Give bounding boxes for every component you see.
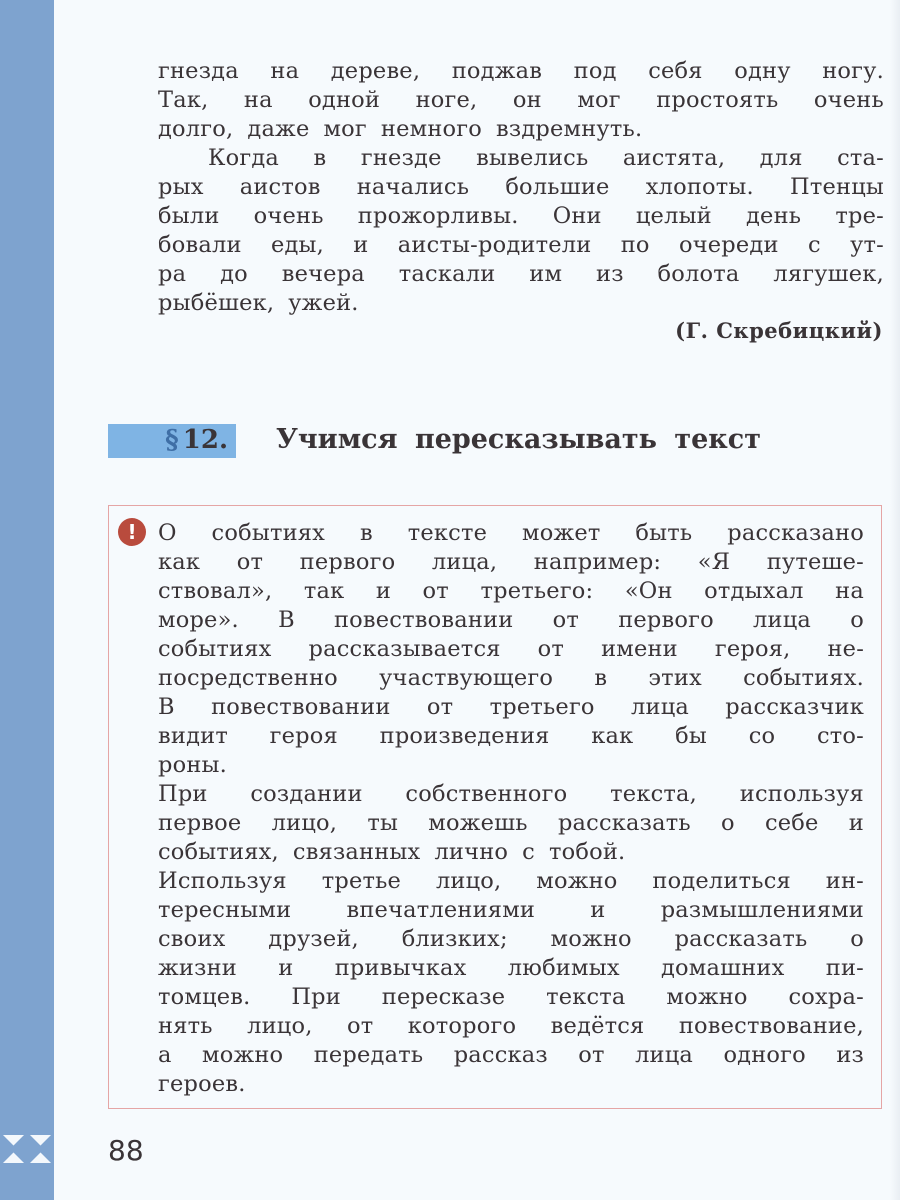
word: лягушек, <box>773 261 884 287</box>
rule-line <box>158 1070 864 1099</box>
word: друзей, <box>268 926 359 952</box>
story-line <box>158 57 884 86</box>
word: ра <box>158 261 187 287</box>
word: поделиться <box>652 868 791 894</box>
word: немного <box>380 116 483 142</box>
word: с <box>522 839 535 865</box>
word: хлопоты. <box>645 174 754 200</box>
rule-text <box>158 519 864 1099</box>
word: тре- <box>835 203 884 229</box>
word: посредственно <box>158 665 338 691</box>
word: может <box>522 520 601 546</box>
word: впечатлениями <box>346 897 536 923</box>
word: третьего: <box>480 578 594 604</box>
word: видит <box>158 723 228 749</box>
story-line <box>158 260 884 289</box>
word: и <box>278 955 294 981</box>
word: можно <box>536 868 618 894</box>
word: от <box>537 636 565 662</box>
word: от <box>552 607 580 633</box>
story-line <box>158 144 884 173</box>
word: большие <box>505 174 610 200</box>
word: размышлениями <box>660 897 864 923</box>
word: на <box>243 87 273 113</box>
word: а <box>158 1042 172 1068</box>
rule-line <box>158 664 864 693</box>
word: так <box>303 578 345 604</box>
rule-line <box>158 809 864 838</box>
word: на <box>835 578 864 604</box>
story-line <box>158 86 884 115</box>
section-title: Учимся пересказывать текст <box>276 424 761 455</box>
rule-line <box>158 519 864 548</box>
word: событиях <box>158 636 272 662</box>
word: даже <box>247 116 310 142</box>
word: с <box>807 232 821 258</box>
word: одной <box>308 87 381 113</box>
word: можешь <box>428 810 528 836</box>
word: лицо, <box>247 1013 313 1039</box>
word: имени <box>601 636 678 662</box>
word: себя <box>648 58 703 84</box>
word: со <box>748 723 776 749</box>
rule-line <box>158 693 864 722</box>
section-badge <box>108 424 236 458</box>
word: например: <box>533 549 662 575</box>
word: от <box>578 1042 605 1068</box>
rule-line <box>158 896 864 925</box>
word: дереве, <box>330 58 421 84</box>
word: любимых <box>507 955 620 981</box>
word: лично <box>434 839 509 865</box>
word: ста- <box>837 145 884 171</box>
word: по <box>620 232 650 258</box>
diamond-ornament-icon <box>37 1135 54 1163</box>
word: он <box>512 87 542 113</box>
word: произведения <box>379 723 550 749</box>
word: на <box>270 58 300 84</box>
word: о <box>721 810 735 836</box>
rule-line <box>158 635 864 664</box>
word: «Я <box>697 549 731 575</box>
word: очень <box>813 87 884 113</box>
word: первого <box>618 607 714 633</box>
word: пи- <box>825 955 864 981</box>
word: начались <box>356 174 470 200</box>
word: рассказать <box>674 926 808 952</box>
word: В <box>158 694 175 720</box>
rule-line <box>158 838 864 867</box>
word: в <box>359 520 373 546</box>
word: долго, <box>158 116 234 142</box>
word: рых <box>158 174 204 200</box>
word: поджав <box>451 58 543 84</box>
word: аистята, <box>622 145 726 171</box>
word: как <box>158 549 201 575</box>
word: создании <box>250 781 363 807</box>
word: лица <box>635 1042 694 1068</box>
story-attribution: (Г. Скребицкий) <box>675 318 883 343</box>
word: море». <box>158 607 239 633</box>
word: пересказе <box>381 984 506 1010</box>
word: не- <box>827 636 864 662</box>
rule-line <box>158 1041 864 1070</box>
word: можно <box>202 1042 284 1068</box>
word: и <box>353 232 369 258</box>
word: вздремнуть. <box>496 116 643 142</box>
word: вывелись <box>476 145 589 171</box>
word: связанных <box>292 839 421 865</box>
word: бы <box>675 723 707 749</box>
story-line <box>158 173 884 202</box>
word: таскали <box>398 261 496 287</box>
word: были <box>158 203 220 229</box>
word: текста, <box>610 781 697 807</box>
word: героя, <box>714 636 791 662</box>
word: аисты-родители <box>397 232 592 258</box>
word: день <box>746 203 802 229</box>
word: Используя <box>158 868 287 894</box>
word: лица <box>631 694 689 720</box>
word: сто- <box>816 723 864 749</box>
word: ты <box>367 810 399 836</box>
word: и <box>590 897 606 923</box>
word: очереди <box>678 232 779 258</box>
word: событиях, <box>158 839 279 865</box>
story-line <box>158 289 884 318</box>
word: При <box>291 984 341 1010</box>
word: вечера <box>281 261 365 287</box>
word: целый <box>635 203 712 229</box>
word: ноге, <box>415 87 478 113</box>
word: аистов <box>239 174 321 200</box>
word: для <box>759 145 803 171</box>
word: лица, <box>431 549 498 575</box>
word: рыбёшек, <box>158 290 275 316</box>
word: третьего <box>489 694 595 720</box>
word: от <box>346 1013 374 1039</box>
word: одну <box>734 58 791 84</box>
word: тересными <box>158 897 292 923</box>
rule-line <box>158 925 864 954</box>
word: этих <box>648 665 702 691</box>
word: ужей. <box>288 290 359 316</box>
side-ornament <box>0 1135 54 1163</box>
word: участвующего <box>379 665 554 691</box>
word: Когда <box>208 145 280 171</box>
story-line <box>158 231 884 260</box>
word: под <box>573 58 617 84</box>
exclamation-icon: ! <box>118 518 146 546</box>
word: передать <box>313 1042 424 1068</box>
word: повествовании <box>211 694 391 720</box>
word: привычках <box>334 955 467 981</box>
word: событиях. <box>743 665 864 691</box>
word: болота <box>657 261 740 287</box>
word: При <box>158 781 208 807</box>
story-text <box>158 57 884 318</box>
rule-line <box>158 548 864 577</box>
word: рассказать <box>557 810 691 836</box>
word: собственного <box>405 781 568 807</box>
page-side-strip <box>0 0 54 1200</box>
word: Так, <box>158 87 209 113</box>
word: рассказано <box>727 520 864 546</box>
word: героев. <box>158 1071 246 1097</box>
rule-line <box>158 954 864 983</box>
word: рассказ <box>453 1042 548 1068</box>
word: лицо, <box>271 810 338 836</box>
rule-line <box>158 983 864 1012</box>
word: можно <box>666 984 748 1010</box>
word: своих <box>158 926 226 952</box>
word: В <box>278 607 295 633</box>
word: до <box>220 261 248 287</box>
word: рассказывается <box>308 636 501 662</box>
story-line <box>158 202 884 231</box>
word: гнезде <box>360 145 442 171</box>
word: гнезда <box>158 58 239 84</box>
word: от <box>426 694 454 720</box>
word: близких; <box>401 926 508 952</box>
word: мог <box>323 116 367 142</box>
word: тексте <box>407 520 488 546</box>
rule-line <box>158 1012 864 1041</box>
word: первого <box>299 549 396 575</box>
word: жизни <box>158 955 237 981</box>
page-edge <box>890 0 900 1200</box>
word: из <box>836 1042 864 1068</box>
word: «Он <box>624 578 673 604</box>
word: очень <box>253 203 324 229</box>
word: мог <box>577 87 621 113</box>
page-number: 88 <box>108 1134 144 1167</box>
paragraph-symbol-icon: § <box>165 425 179 455</box>
word: Птенцы <box>790 174 884 200</box>
word: можно <box>550 926 632 952</box>
word: лица <box>753 607 812 633</box>
word: от <box>236 549 264 575</box>
word: ведётся <box>550 1013 645 1039</box>
rule-line <box>158 606 864 635</box>
word: Они <box>552 203 602 229</box>
word: которого <box>407 1013 517 1039</box>
word: повествовании <box>333 607 514 633</box>
word: из <box>596 261 624 287</box>
word: сохра- <box>788 984 864 1010</box>
word: лицо, <box>435 868 502 894</box>
word: текста <box>546 984 626 1010</box>
rule-line <box>158 780 864 809</box>
word: домашних <box>660 955 785 981</box>
word: используя <box>739 781 864 807</box>
word: ут- <box>850 232 884 258</box>
word: быть <box>635 520 693 546</box>
word: как <box>591 723 634 749</box>
word: ин- <box>825 868 864 894</box>
word: повествование, <box>678 1013 864 1039</box>
rule-line <box>158 577 864 606</box>
word: от <box>422 578 449 604</box>
rule-line <box>158 722 864 751</box>
word: и <box>375 578 392 604</box>
word: томцев. <box>158 984 251 1010</box>
word: в <box>313 145 327 171</box>
word: первое <box>158 810 242 836</box>
word: о <box>850 607 864 633</box>
word: нять <box>158 1013 213 1039</box>
word: ногу. <box>822 58 884 84</box>
section-number <box>165 425 228 455</box>
word: в <box>594 665 608 691</box>
word: героя <box>269 723 338 749</box>
word: бовали <box>158 232 242 258</box>
word: рассказчик <box>725 694 864 720</box>
word: роны. <box>158 752 228 778</box>
word: о <box>850 926 864 952</box>
word: отдыхал <box>704 578 804 604</box>
word: ствовал», <box>158 578 273 604</box>
word: еды, <box>270 232 324 258</box>
rule-line <box>158 867 864 896</box>
word: путеше- <box>766 549 864 575</box>
word: и <box>848 810 864 836</box>
word: одного <box>723 1042 806 1068</box>
story-line <box>158 115 884 144</box>
word: О <box>158 520 177 546</box>
word: прожорливы. <box>357 203 519 229</box>
word: простоять <box>656 87 779 113</box>
word: событиях <box>211 520 326 546</box>
word: третье <box>321 868 402 894</box>
rule-line <box>158 751 864 780</box>
word: себе <box>764 810 819 836</box>
word: тобой. <box>548 839 626 865</box>
word: им <box>529 261 563 287</box>
section-number-value: 12. <box>182 425 228 455</box>
